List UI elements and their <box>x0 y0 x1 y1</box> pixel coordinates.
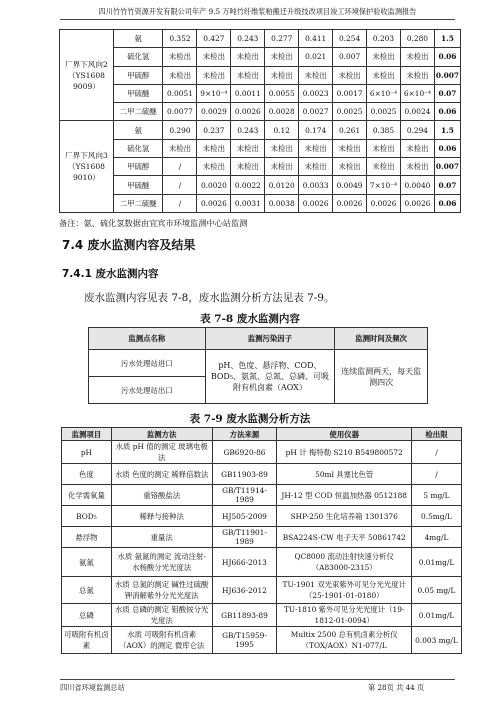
measured-value: 0.280 <box>400 30 434 48</box>
table-note: 备注：氨、硫化氢数据由宜宾市环境监测中心站监测 <box>59 218 248 228</box>
t9-header: 监测项目 <box>62 428 112 441</box>
t9-instrument: TU-1901 双光束紫外可见分光光度计（25-1901-01-0180） <box>277 577 412 604</box>
measured-value: 0.0038 <box>265 194 299 212</box>
t9-method: 重量法 <box>111 527 212 548</box>
measured-value: 未检出 <box>333 158 367 176</box>
measured-value: 0.0031 <box>231 194 265 212</box>
t9-instrument: JH-12 型 COD 恒温加热器 0512188 <box>277 485 412 506</box>
measured-value: 0.0022 <box>231 176 265 194</box>
pollutant-name: 氨 <box>113 121 163 139</box>
measured-value: 未检出 <box>367 48 401 66</box>
table8-caption: 表 7-8 废水监测内容 <box>200 313 300 325</box>
location-label: 厂界下风向3（YS1608 9010） <box>60 121 114 212</box>
measured-value: 6×10⁻⁴ <box>400 84 434 102</box>
limit-value: 0.007 <box>434 66 460 84</box>
t9-limit: 4mg/L <box>412 527 462 548</box>
t9-source: GB11903-89 <box>212 464 277 485</box>
t8-header-factor: 监测污染因子 <box>205 328 335 350</box>
t9-item: pH <box>62 441 112 464</box>
t9-instrument: TU-1810 紫外可见分光光度计（19-1812-01-0094） <box>277 604 412 627</box>
measured-value: 未检出 <box>299 158 333 176</box>
t9-limit: 0.01mg/L <box>412 548 462 577</box>
t9-item: 总磷 <box>62 604 112 627</box>
limit-value: 0.07 <box>434 84 460 102</box>
measured-value: 0.290 <box>163 121 197 139</box>
t9-source: GB6920-86 <box>212 441 277 464</box>
pollutant-name: 二甲二硫醚 <box>113 103 163 121</box>
footer-rule <box>60 679 455 680</box>
pollutant-name: 二甲二硫醚 <box>113 194 163 212</box>
measured-value: 未检出 <box>197 66 231 84</box>
measured-value: 未检出 <box>197 158 231 176</box>
t9-limit: / <box>412 441 462 464</box>
t9-header: 检出限 <box>412 428 462 441</box>
t9-item: 可吸附有机卤素 <box>62 627 112 654</box>
measured-value: 9×10⁻⁴ <box>197 84 231 102</box>
t9-limit: 0.05 mg/L <box>412 577 462 604</box>
measured-value: 未检出 <box>197 139 231 157</box>
limit-value: 0.06 <box>434 139 460 157</box>
t9-source: HJ666-2013 <box>212 548 277 577</box>
t9-limit: / <box>412 464 462 485</box>
measured-value: 0.237 <box>197 121 231 139</box>
measured-value: 0.0025 <box>333 103 367 121</box>
measured-value: 未检出 <box>299 66 333 84</box>
footer-page: 第 28页 共 44 页 <box>368 683 425 692</box>
limit-value: 0.06 <box>434 48 460 66</box>
t8-header-point: 监测点名称 <box>89 328 206 350</box>
t8-point-inlet: 污水处理站进口 <box>89 350 206 377</box>
measured-value: 0.352 <box>163 30 197 48</box>
location-label: 厂界下风向2（YS1608 9009） <box>60 30 114 121</box>
subsection-title: 7.4.1 废水监测内容 <box>62 268 159 280</box>
t9-method: 水质 pH 值的测定 玻璃电极法 <box>111 441 212 464</box>
body-paragraph: 废水监测内容见表 7-8，废水监测分析方法见表 7-9。 <box>84 292 335 304</box>
t9-method: 水质 色度的测定 稀释倍数法 <box>111 464 212 485</box>
measured-value: 0.007 <box>333 48 367 66</box>
pollutant-name: 氨 <box>113 30 163 48</box>
measured-value: 0.0027 <box>299 103 333 121</box>
measured-value: 0.0024 <box>400 103 434 121</box>
measured-value: 0.203 <box>367 30 401 48</box>
pollutant-name: 甲硫醚 <box>113 176 163 194</box>
t9-method: 水质 可吸附有机卤素（AOX）的测定 微库仑法 <box>111 627 212 654</box>
measured-value: 未检出 <box>367 139 401 157</box>
measured-value: 未检出 <box>163 48 197 66</box>
measured-value: 0.0051 <box>163 84 197 102</box>
wastewater-content-table <box>88 327 428 404</box>
pollutant-name: 硫化氢 <box>113 48 163 66</box>
measured-value: / <box>163 194 197 212</box>
measured-value: 未检出 <box>299 139 333 157</box>
limit-value: 0.07 <box>434 176 460 194</box>
t9-limit: 0.003 mg/L <box>412 627 462 654</box>
measured-value: 未检出 <box>333 139 367 157</box>
measured-value: 0.0026 <box>367 194 401 212</box>
measured-value: 0.0026 <box>400 194 434 212</box>
measured-value: 0.0055 <box>265 84 299 102</box>
t9-limit: 0.01mg/L <box>412 604 462 627</box>
measured-value: 6×10⁻⁴ <box>367 84 401 102</box>
t9-header: 方法来源 <box>212 428 277 441</box>
t9-method: 水质 总磷的测定 钼酸铵分光光度法 <box>111 604 212 627</box>
t9-method: 重铬酸盐法 <box>111 485 212 506</box>
measured-value: 未检出 <box>367 158 401 176</box>
t9-source: GB11893-89 <box>212 604 277 627</box>
t9-instrument: QC8000 流动注射快速分析仪（A83000-2315） <box>277 548 412 577</box>
measured-value: 未检出 <box>231 158 265 176</box>
measured-value: 未检出 <box>265 139 299 157</box>
pollutant-name: 硫化氢 <box>113 139 163 157</box>
section-title: 7.4 废水监测内容及结果 <box>62 238 196 252</box>
t9-method: 稀释与接种法 <box>111 506 212 527</box>
t9-source: HJ505-2009 <box>212 506 277 527</box>
t9-instrument: BSA224S-CW 电子天平 50861742 <box>277 527 412 548</box>
air-monitoring-table <box>59 29 461 213</box>
measured-value: 未检出 <box>265 66 299 84</box>
measured-value: 0.427 <box>197 30 231 48</box>
measured-value: 0.411 <box>299 30 333 48</box>
t8-frequency: 连续监测两天，每天监测四次 <box>335 350 428 404</box>
measured-value: 未检出 <box>197 48 231 66</box>
measured-value: 未检出 <box>367 66 401 84</box>
measured-value: 未检出 <box>333 66 367 84</box>
measured-value: 0.12 <box>265 121 299 139</box>
t9-item: BOD₅ <box>62 506 112 527</box>
t9-item: 氨氮 <box>62 548 112 577</box>
measured-value: 0.0023 <box>299 84 333 102</box>
t9-limit: 0.5mg/L <box>412 506 462 527</box>
measured-value: 未检出 <box>163 139 197 157</box>
table9-caption: 表 7-9 废水监测分析方法 <box>189 413 311 425</box>
footer-org: 四川省环境监测总站 <box>60 683 125 692</box>
t9-method: 水质 氨氮的测定 流动注射-水杨酸分光光度法 <box>111 548 212 577</box>
measured-value: 未检出 <box>231 66 265 84</box>
t9-item: 化学需氧量 <box>62 485 112 506</box>
measured-value: 0.261 <box>333 121 367 139</box>
measured-value: 未检出 <box>231 48 265 66</box>
measured-value: 0.277 <box>265 30 299 48</box>
measured-value: 0.0026 <box>333 194 367 212</box>
wastewater-method-table <box>61 427 462 654</box>
t8-factors: pH、色度、悬浮物、COD、BOD₅、氨氮、总氮、总磷、可吸附有机卤素（AOX） <box>205 350 335 404</box>
t9-source: GB/T11901-1989 <box>212 527 277 548</box>
measured-value: 0.0025 <box>367 103 401 121</box>
measured-value: 0.021 <box>299 48 333 66</box>
limit-value: 1.5 <box>434 30 460 48</box>
measured-value: 0.0029 <box>197 103 231 121</box>
measured-value: 0.243 <box>231 30 265 48</box>
measured-value: 未检出 <box>163 66 197 84</box>
measured-value: 未检出 <box>265 158 299 176</box>
t8-header-time: 监测时间及频次 <box>335 328 428 350</box>
measured-value: 0.243 <box>231 121 265 139</box>
measured-value: 0.0020 <box>197 176 231 194</box>
measured-value: 未检出 <box>265 48 299 66</box>
pollutant-name: 甲硫醇 <box>113 158 163 176</box>
measured-value: / <box>163 176 197 194</box>
pollutant-name: 甲硫醇 <box>113 66 163 84</box>
page-header: 四川竹竹竹资源开发有限公司年产 9.5 万吨竹纤维浆粕搬迁升级技改项目竣工环境保护验收监测报告 <box>98 7 417 16</box>
t9-instrument: SHP-250 生化培养箱 1301376 <box>277 506 412 527</box>
limit-value: 0.007 <box>434 158 460 176</box>
measured-value: 0.0040 <box>400 176 434 194</box>
t9-source: GB/T15959-1995 <box>212 627 277 654</box>
measured-value: 7×10⁻⁴ <box>367 176 401 194</box>
header-rule <box>60 19 455 20</box>
t9-header: 使用仪器 <box>277 428 412 441</box>
t9-source: HJ636-2012 <box>212 577 277 604</box>
pollutant-name: 甲硫醚 <box>113 84 163 102</box>
t9-instrument: pH 计 梅特勒 S210 B549800572 <box>277 441 412 464</box>
measured-value: 0.254 <box>333 30 367 48</box>
measured-value: 0.294 <box>400 121 434 139</box>
measured-value: 未检出 <box>400 158 434 176</box>
limit-value: 1.5 <box>434 121 460 139</box>
measured-value: 未检出 <box>231 139 265 157</box>
measured-value: 0.0077 <box>163 103 197 121</box>
t9-header: 监测方法 <box>111 428 212 441</box>
measured-value: 0.0028 <box>265 103 299 121</box>
t9-instrument: 50ml 具塞比色管 <box>277 464 412 485</box>
t9-source: GB/T11914-1989 <box>212 485 277 506</box>
t9-instrument: Multix 2500 总有机卤素分析仪（TOX/AOX）N1-077/L <box>277 627 412 654</box>
measured-value: 0.0049 <box>333 176 367 194</box>
measured-value: 未检出 <box>400 48 434 66</box>
t9-item: 色度 <box>62 464 112 485</box>
t9-method: 水质 总氮的测定 碱性过硫酸钾消解紫外分光光度法 <box>111 577 212 604</box>
limit-value: 0.06 <box>434 194 460 212</box>
measured-value: 0.0026 <box>299 194 333 212</box>
measured-value: 未检出 <box>400 139 434 157</box>
measured-value: 未检出 <box>400 66 434 84</box>
measured-value: 0.0011 <box>231 84 265 102</box>
measured-value: 0.0033 <box>299 176 333 194</box>
t9-item: 总氮 <box>62 577 112 604</box>
t8-point-outlet: 污水处理站出口 <box>89 377 206 404</box>
measured-value: / <box>163 158 197 176</box>
measured-value: 0.0026 <box>197 194 231 212</box>
limit-value: 0.06 <box>434 103 460 121</box>
measured-value: 0.385 <box>367 121 401 139</box>
measured-value: 0.0120 <box>265 176 299 194</box>
t9-item: 悬浮物 <box>62 527 112 548</box>
measured-value: 0.174 <box>299 121 333 139</box>
measured-value: 0.0017 <box>333 84 367 102</box>
t9-limit: 5 mg/L <box>412 485 462 506</box>
measured-value: 0.0026 <box>231 103 265 121</box>
